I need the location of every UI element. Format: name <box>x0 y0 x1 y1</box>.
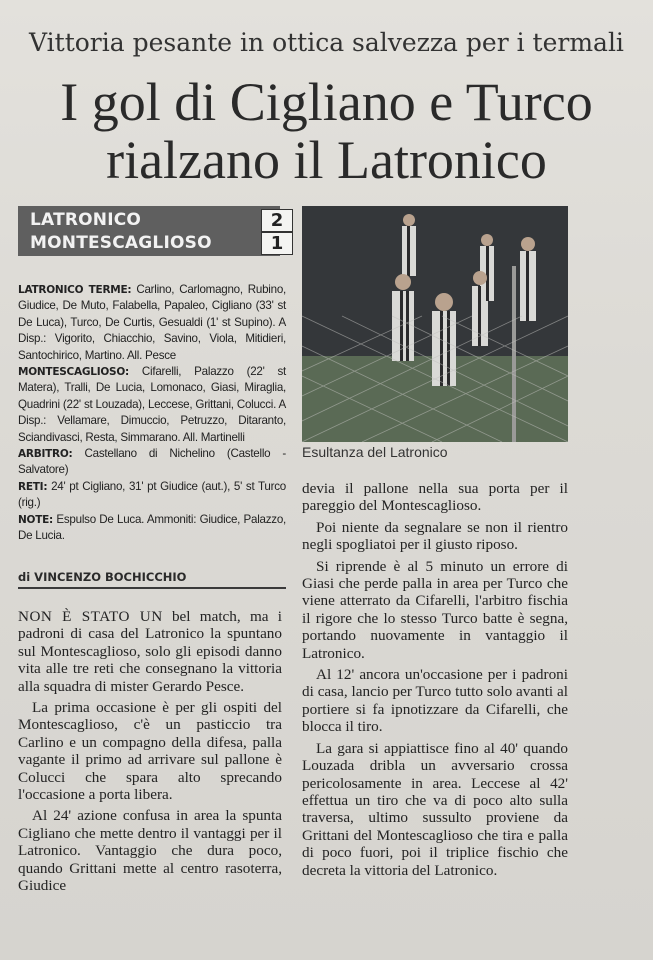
lineup-text: Espulso De Luca. Ammoniti: Giudice, Palazzo, De Lucia. <box>18 512 286 543</box>
article-paragraph: La prima occasione è per gli ospiti del Montescaglioso, c'è un pasticcio tra Carlino e un compagno della difesa, palla vagante il primo ad arrivare sul pallone è Colucci che spara alto sprecando l'occasione a porta libera. <box>18 699 282 804</box>
article-paragraph: Al 24' azione confusa in area la spunta Cigliano che mette dentro il vantaggi per il Latronico. Vantaggio che dura poco, quando Grittani mette al centro rasoterra, Giudice <box>18 807 282 895</box>
photo-caption: Esultanza del Latronico <box>302 444 448 460</box>
lineup-away <box>18 364 286 446</box>
home-team: LATRONICO <box>30 210 142 230</box>
article-paragraph <box>18 608 282 695</box>
article-paragraph: Al 12' ancora un'occasione per i padroni di casa, lancio per Turco tutto solo avanti al portiere si fa ipnotizzare da Cifarelli, che blocca il tiro. <box>302 666 568 736</box>
lineup-label: LATRONICO TERME: <box>18 284 132 296</box>
headline-line-2: rialzano il Latronico <box>106 130 547 190</box>
article-paragraph: La gara si appiattisce fino al 40' quando Louzada dribla un avversario crossa pericolosamente in area. Leccese al 42' effettua un tiro che va di poco alto sulla traversa, ultimo sussulto proviene da Grittani del Montescaglioso che tira e palla di poco fuori, poi il triplice fischio che decreta la vittoria del Latronico. <box>302 739 568 879</box>
article-paragraph: Poi niente da segnalare se non il rientro negli spogliatoi per il giusto riposo. <box>302 518 568 554</box>
lineup-text: Cifarelli, Palazzo (22' st Matera), Tralli, De Lucia, Lomonaco, Giasi, Miraglia, Quadrini (22' st Louzada), Leccese, Grittani, Colucci. A Disp.: Vellamare, Dimuccio, Petruzzo, Ditaranto, Sciandivasci, Resta, Simmarano. All. Martinelli <box>18 365 286 444</box>
lineup-text: Castellano di Nichelino (Castello - Salvatore) <box>18 447 286 477</box>
lineup-label: ARBITRO: <box>18 448 73 461</box>
scoreboard <box>18 206 284 256</box>
lead-text: bel match, ma i padroni di casa del Latronico la spuntano sul Montescaglioso, solo gli episodi danno vita alle tre reti che consegnano la vittoria alla squadra di mister Gerardo Pesce. <box>18 608 282 695</box>
byline: di VINCENZO BOCHICCHIO <box>18 570 286 589</box>
article-column-1 <box>18 608 282 899</box>
team-celebration-photo <box>302 206 568 442</box>
photo-illustration <box>302 206 568 442</box>
article-column-2 <box>302 480 568 883</box>
lineup-home <box>18 282 286 364</box>
away-team: MONTESCAGLIOSO <box>30 233 212 253</box>
lineup-label: RETI: <box>18 480 48 493</box>
home-score: 2 <box>261 209 293 232</box>
score-row-away <box>18 231 284 255</box>
away-score: 1 <box>261 232 293 255</box>
notes <box>18 512 286 545</box>
lineup-text: 24' pt Cigliano, 31' pt Giudice (aut.), 5' st Turco (rig.) <box>18 479 286 510</box>
lineup-label: NOTE: <box>18 513 53 526</box>
article-paragraph: devia il pallone nella sua porta per il pareggio del Montescaglioso. <box>302 480 568 515</box>
lineup-text: Carlino, Carlomagno, Rubino, Giudice, De Muto, Falabella, Papaleo, Cigliano (33' st De Luca), Turco, De Curtis, Gesualdi (1' st Supino). A Disp.: Vigorito, Chiacchio, Savino, Viola, Mitidieri, Santochirico, Martino. All. Pesce <box>18 283 286 362</box>
lead-caps: NON È STATO UN <box>18 608 163 625</box>
lineup-label: MONTESCAGLIOSO: <box>18 366 129 379</box>
referee <box>18 446 286 479</box>
score-row-home <box>18 208 284 232</box>
headline-line-1: I gol di Cigliano e Turco <box>60 72 593 132</box>
goals <box>18 479 286 512</box>
article-paragraph: Si riprende è al 5 minuto un errore di Giasi che perde palla in area per Turco che viene atterrato da Cifarelli, l'arbitro fischia il rigore che lo stesso Turco batte è segna, portando nuovamente in vantaggio il Latronico. <box>302 557 568 662</box>
match-report-box <box>18 282 286 545</box>
kicker: Vittoria pesante in ottica salvezza per i termali <box>29 28 624 57</box>
